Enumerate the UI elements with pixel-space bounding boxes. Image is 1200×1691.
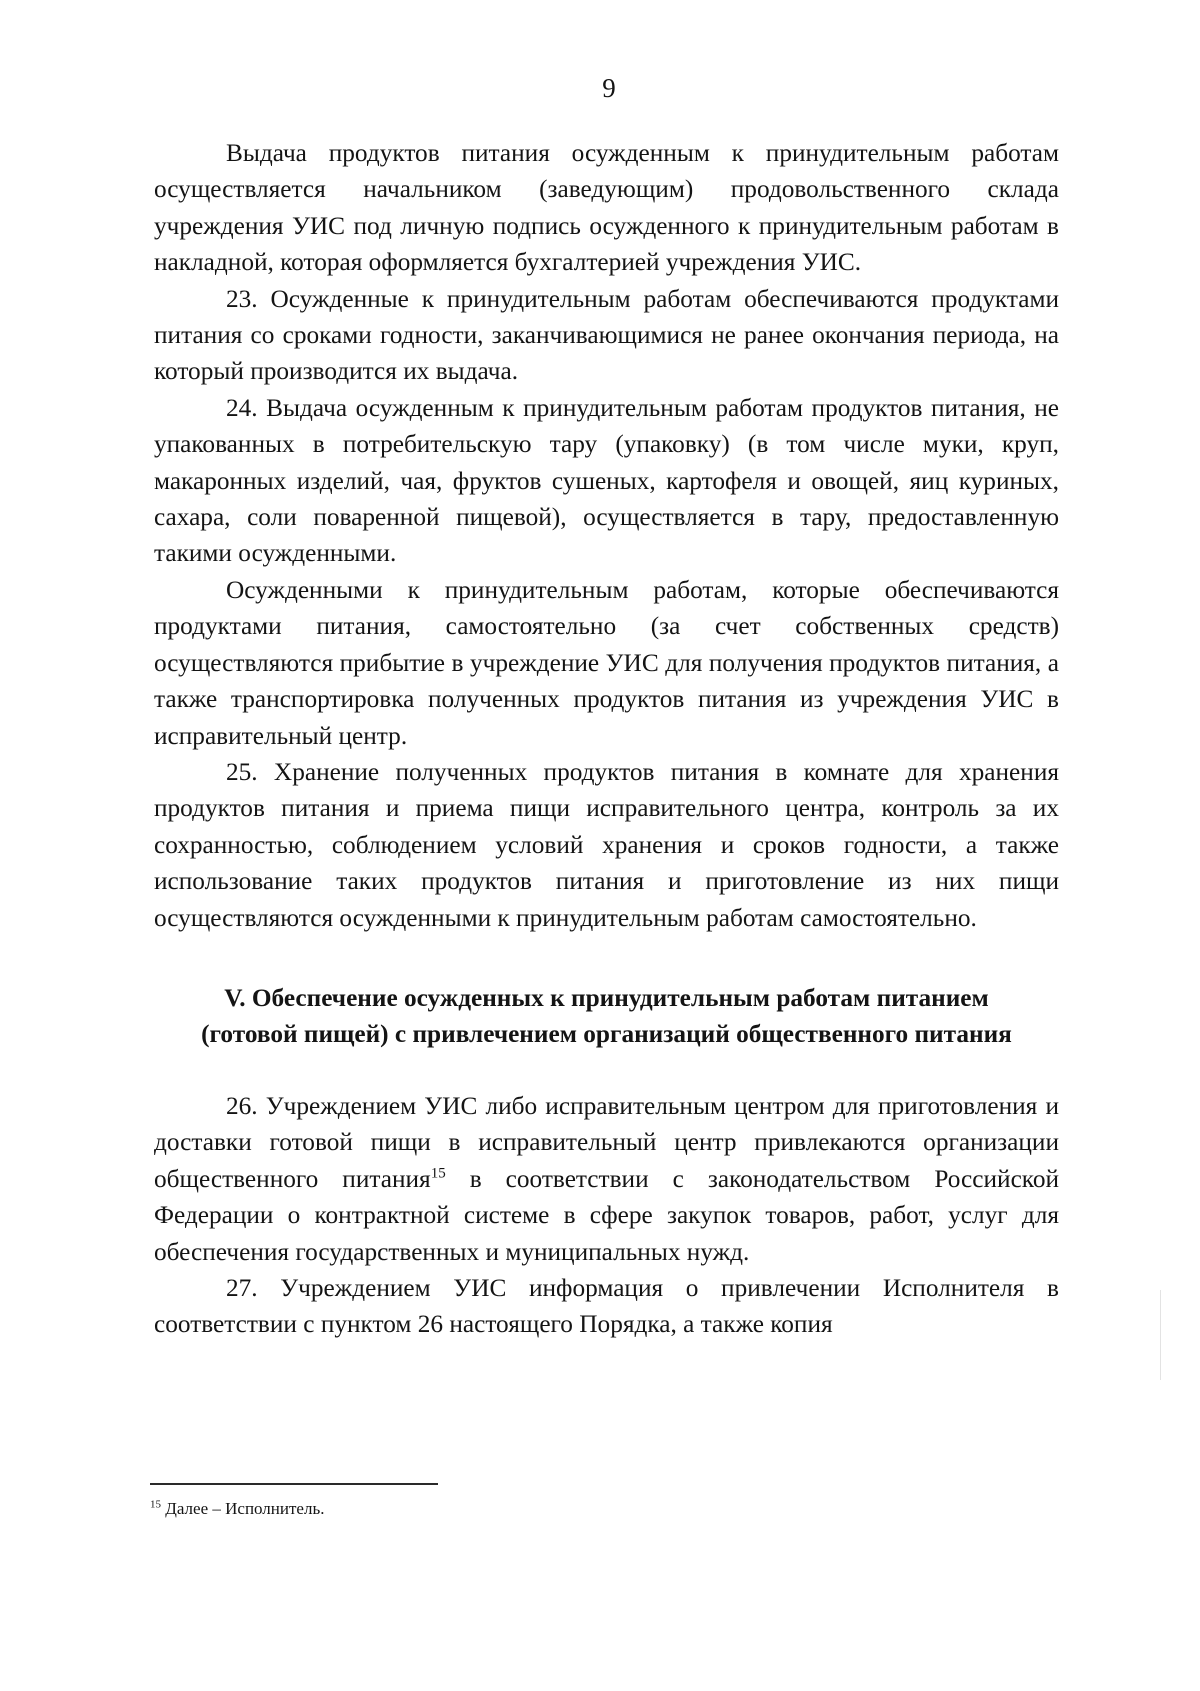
document-body [154,135,1059,1343]
paragraph-self-transport: Осужденными к принудительным работам, которые обеспечиваются продуктами питания, самостоятельно (за счет собственных средств) осуществляются прибытие в учреждение УИС для получения продуктов питания, а также транспортировка полученных продуктов питания из учреждения УИС в исправительный центр. [154,575,1059,750]
paragraph-food-issuance-signature: Выдача продуктов питания осужденным к принудительным работам осуществляется начальником (заведующим) продовольственного склада учреждения УИС под личную подпись осужденного к принудительным работам в накладной, которая оформляется бухгалтерией учреждения УИС. [154,139,1059,277]
footnote-separator [150,1483,438,1485]
paragraph-24: 24. Выдача осужденным к принудительным работам продуктов питания, не упакованных в потребительскую тару (упаковку) (в том числе муки, круп, макаронных изделий, чая, фруктов сушеных, картофеля и овощей, яиц куриных, сахара, соли поваренной пищевой), осуществляется в тару, предоставленную такими осужденными. [154,393,1059,568]
page-number: 9 [602,73,616,103]
section-heading-line-1: V. Обеспечение осужденных к принудительным работам питанием [224,983,989,1012]
footnote-text: Далее – Исполнитель. [161,1499,325,1518]
paragraph-26-text-continued: в соответствии с законодательством Российской Федерации о контрактной системе в сфере закупок товаров, работ, услуг для обеспечения государственных и муниципальных нужд. [154,1164,1059,1266]
paragraph-26-text: 26. Учреждением УИС либо исправительным центром для приготовления и доставки готовой пищи в исправительный центр привлекаются организации общественного питания [154,1091,1059,1193]
footnote-15 [150,1497,324,1521]
footnote-marker: 15 [150,1498,161,1511]
footnote-reference-15[interactable]: 15 [430,1165,446,1182]
paragraph-26 [154,1088,1059,1270]
section-heading-v [154,980,1059,1052]
scan-artifact-line [1160,1290,1161,1380]
paragraph-27: 27. Учреждением УИС информация о привлечении Исполнителя в соответствии с пунктом 26 настоящего Порядка, а также копия [154,1273,1059,1339]
section-heading-line-2: (готовой пищей) с привлечением организаций общественного питания [201,1019,1012,1048]
paragraph-23: 23. Осужденные к принудительным работам обеспечиваются продуктами питания со сроками годности, заканчивающимися не ранее окончания периода, на который производится их выдача. [154,284,1059,386]
paragraph-25: 25. Хранение полученных продуктов питания в комнате для хранения продуктов питания и приема пищи исправительного центра, контроль за их сохранностью, соблюдением условий хранения и сроков годности, а также использование таких продуктов питания и приготовление из них пищи осуществляются осужденными к принудительным работам самостоятельно. [154,757,1059,932]
